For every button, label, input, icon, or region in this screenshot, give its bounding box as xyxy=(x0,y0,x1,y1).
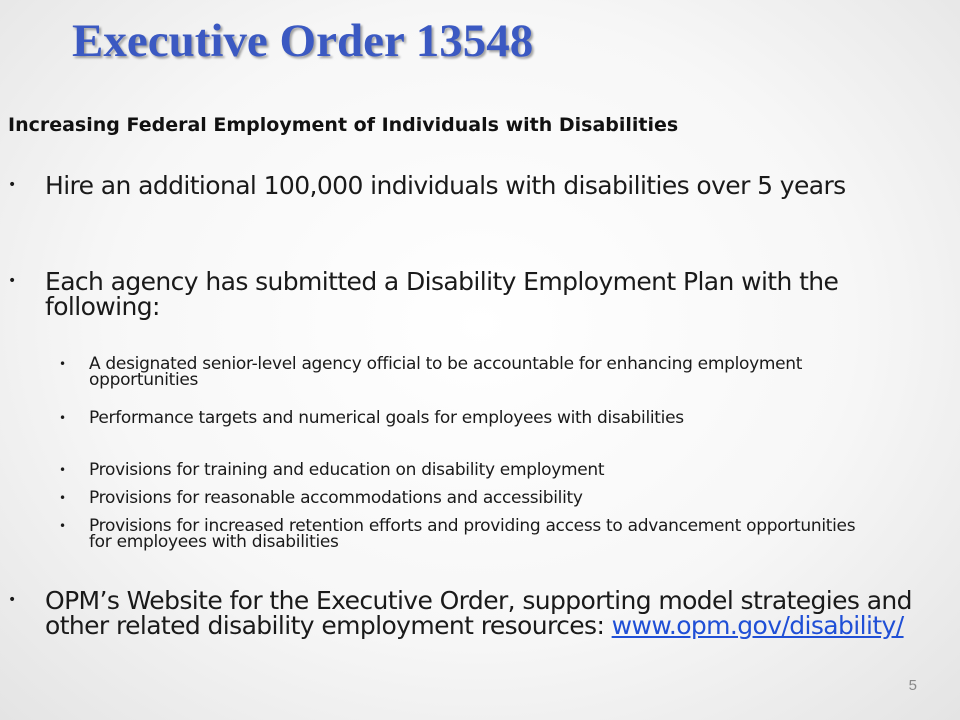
opm-website-text: OPM’s Website for the Executive Order, supporting model strategies and other related disability employment resources: xyxy=(45,586,912,640)
sub-bullet-training: • Provisions for training and education on disability employment xyxy=(89,462,909,478)
sub-bullet-official: • A designated senior-level agency official to be accountable for enhancing employment opportunities xyxy=(89,356,899,388)
sub-bullet-accommodations: • Provisions for reasonable accommodations and accessibility xyxy=(89,490,909,506)
bullet-hire: • Hire an additional 100,000 individuals with disabilities over 5 years xyxy=(45,173,905,198)
sub-bullet-retention: • Provisions for increased retention efforts and providing access to advancement opportunities for employees with disabilities xyxy=(89,518,869,550)
page-number: 5 xyxy=(908,677,917,694)
sub-bullet-targets: • Performance targets and numerical goals for employees with disabilities xyxy=(89,410,869,426)
opm-disability-link[interactable]: www.opm.gov/disability/ xyxy=(611,611,904,640)
bullet-employment-plan: • Each agency has submitted a Disability Employment Plan with the following: xyxy=(45,269,895,319)
slide-subtitle: Increasing Federal Employment of Individuals with Disabilities xyxy=(8,114,679,136)
bullet-opm-website xyxy=(45,588,925,638)
slide-title: Executive Order 13548 xyxy=(72,15,534,67)
